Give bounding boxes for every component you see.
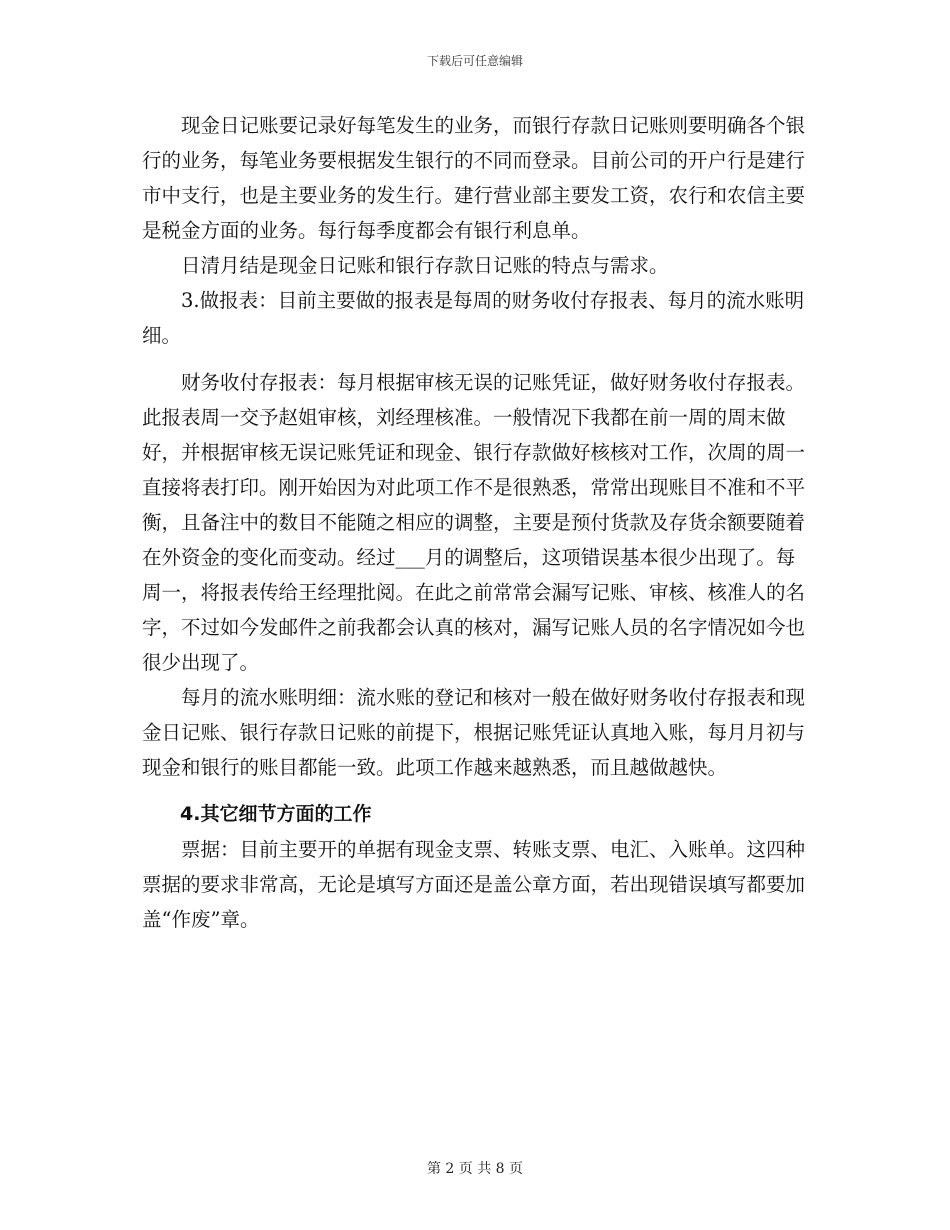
paragraph-ledger-details: 每月的流水账明细：流水账的登记和核对一般在做好财务收付存报表和现金日记账、银行存款日记账的前提下，根据记账凭证认真地入账，每月月初与现金和银行的账目都能一致。此项工作越来越熟悉，而且越做越快。 <box>142 686 806 779</box>
document-body <box>142 108 812 937</box>
paragraph-bills: 票据：目前主要开的单据有现金支票、转账支票、电汇、入账单。这四种票据的要求非常高，无论是填写方面还是盖公章方面，若出现错误填写都要加盖“作废”章。 <box>142 838 806 931</box>
page-header: 下载后可任意编辑 <box>426 54 523 68</box>
paragraph-reports: 3.做报表：目前主要做的报表是每周的财务收付存报表、每月的流水账明细。 <box>142 289 805 347</box>
paragraph-daily-settlement: 日清月结是现金日记账和银行存款日记账的特点与需求。 <box>181 254 669 277</box>
paragraph-finance-report: 财务收付存报表：每月根据审核无误的记账凭证，做好财务收付存报表。此报表周一交予赵姐审核，刘经理核准。一般情况下我都在前一周的周末做好，并根据审核无误记账凭证和现金、银行存款做好核核对工作，次周的周一直接将表打印。刚开始因为对此项工作不是很熟悉，常常出现账目不准和不平衡，且备注中的数目不能随之相应的调整，主要是预付货款及存货余额要随着在外资金的变化而变动。经过___月的调整后，这项错误基本很少出现了。每周一，将报表传给王经理批阅。在此之前常常会漏写记账、审核、核准人的名字，不过如今发邮件之前我都会认真的核对，漏写记账人员的名字情况如今也很少出现了。 <box>142 371 806 674</box>
paragraph-cash-journal: 现金日记账要记录好每笔发生的业务，而银行存款日记账则要明确各个银行的业务，每笔业务要根据发生银行的不同而登录。目前公司的开户行是建行市中支行，也是主要业务的发生行。建行营业部主要发工资，农行和农信主要是税金方面的业务。每行每季度都会有银行利息单。 <box>142 114 806 242</box>
page-number: 第 2 页 共 8 页 <box>426 1161 524 1177</box>
section-heading-other-work: 4.其它细节方面的工作 <box>180 803 372 825</box>
